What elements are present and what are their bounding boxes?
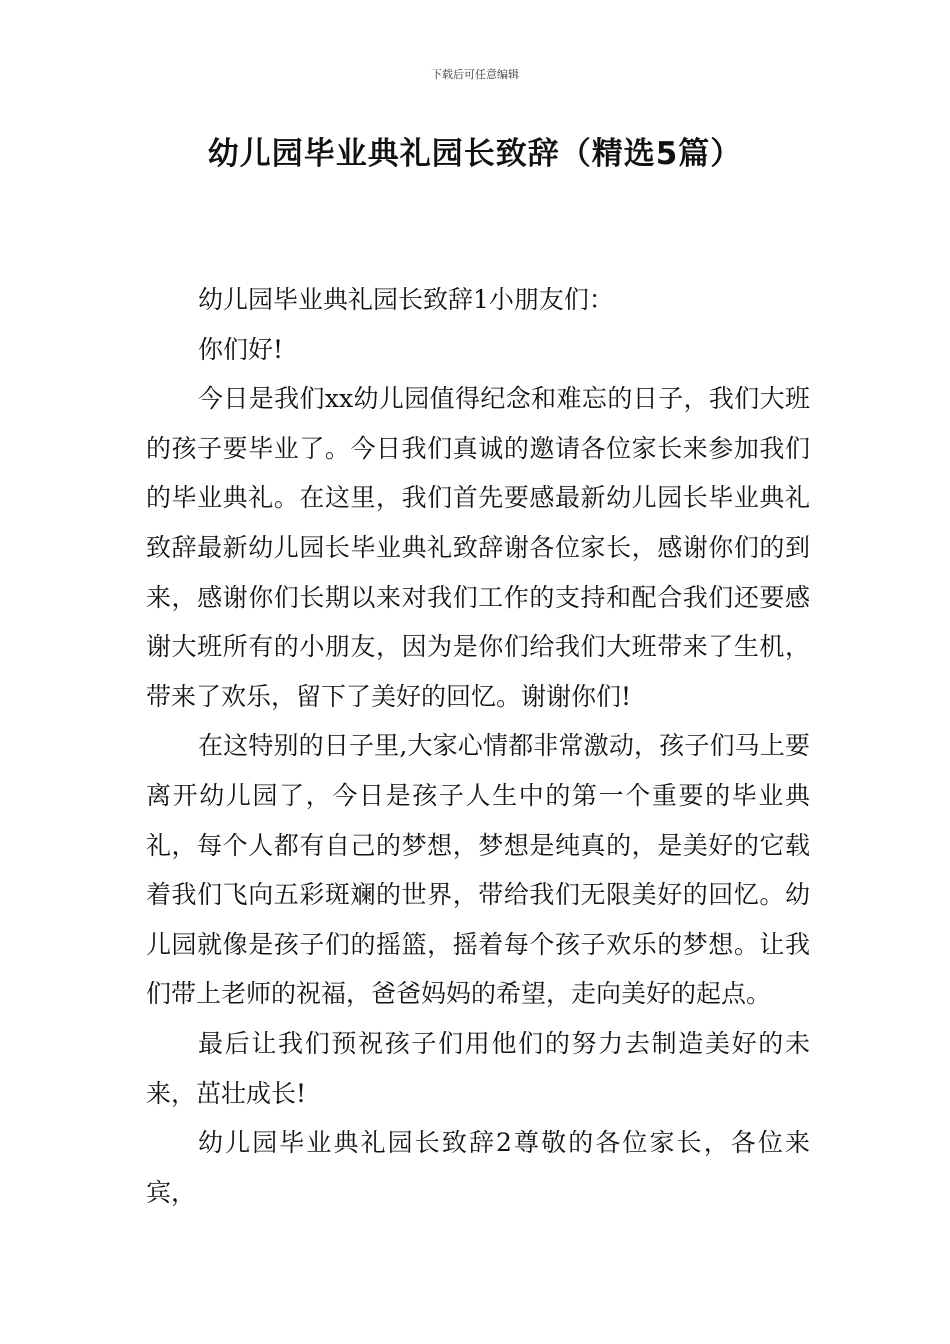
header-note: 下载后可任意编辑 <box>431 68 519 81</box>
document-title: 幼儿园毕业典礼园长致辞（精选5篇） <box>207 136 743 172</box>
paragraph-special-day: 在这特别的日子里,大家心情都非常激动，孩子们马上要离开幼儿园了，今日是孩子人生中的第一个重要的毕业典礼，每个人都有自己的梦想，梦想是纯真的，是美好的它载着我们飞向五彩斑斓的世界，带给我们无限美好的回忆。幼儿园就像是孩子们的摇篮，摇着每个孩子欢乐的梦想。让我们带上老师的祝福，爸爸妈妈的希望，走向美好的起点。 <box>146 731 810 1009</box>
paragraph-closing-wish: 最后让我们预祝孩子们用他们的努力去制造美好的未来，茁壮成长! <box>146 1028 810 1108</box>
paragraph-greeting: 你们好! <box>198 334 284 364</box>
paragraph-speech2-heading: 幼儿园毕业典礼园长致辞2尊敬的各位家长，各位来宾， <box>146 1128 810 1207</box>
document-body <box>146 275 810 1217</box>
paragraph-welcome: 今日是我们xx幼儿园值得纪念和难忘的日子，我们大班的孩子要毕业了。今日我们真诚的邀请各位家长来参加我们的毕业典礼。在这里，我们首先要感最新幼儿园长毕业典礼致辞最新幼儿园长毕业典礼致辞谢各位家长，感谢你们的到来，感谢你们长期以来对我们工作的支持和配合我们还要感谢大班所有的小朋友，因为是你们给我们大班带来了生机，带来了欢乐，留下了美好的回忆。谢谢你们! <box>146 384 810 711</box>
paragraph-speech1-heading: 幼儿园毕业典礼园长致辞1小朋友们： <box>198 285 614 314</box>
